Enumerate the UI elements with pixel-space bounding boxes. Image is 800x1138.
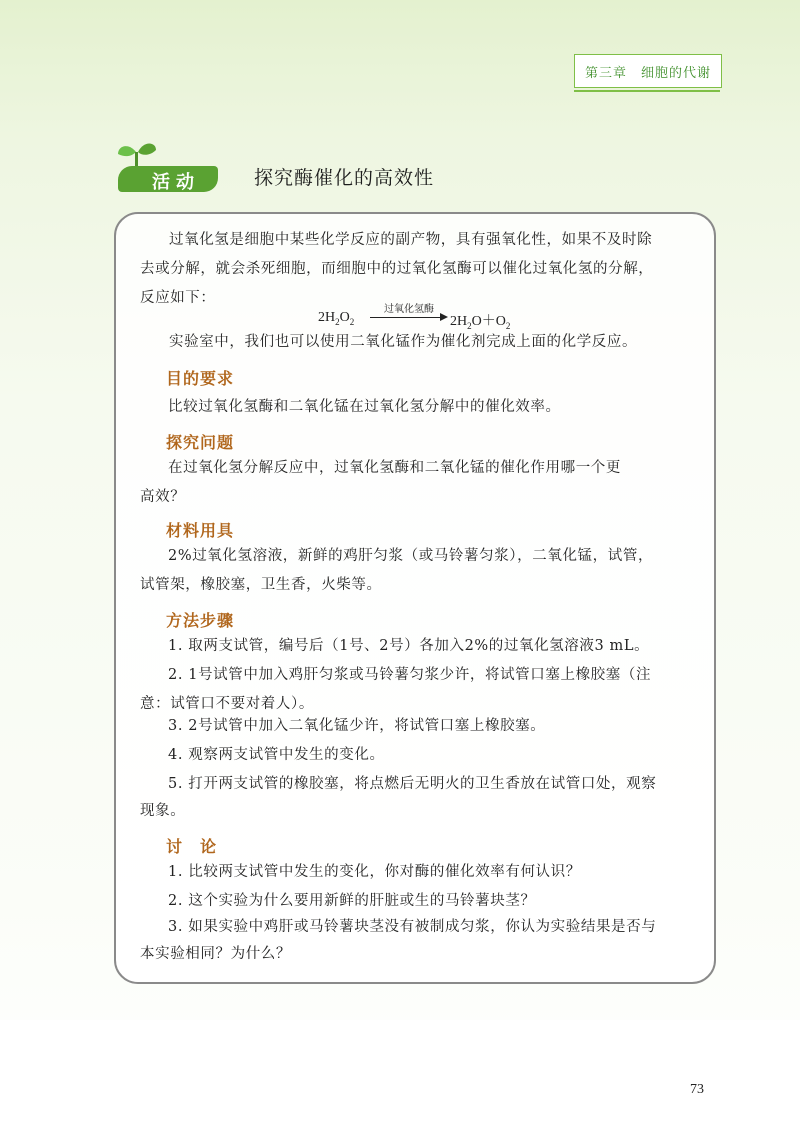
equation-catalyst: 过氧化氢酶: [384, 304, 434, 315]
page-bottom-area: [0, 1020, 800, 1138]
activity-label: 活动: [152, 172, 200, 193]
chapter-header-tab: [574, 54, 722, 88]
step-2-line-2: 意：试管口不要对着人）。: [140, 696, 314, 712]
chapter-header-rule: [574, 90, 720, 92]
step-3: 3. 2号试管中加入二氧化锰少许，将试管口塞上橡胶塞。: [168, 718, 546, 734]
purpose-text: 比较过氧化氢酶和二氧化锰在过氧化氢分解中的催化效率。: [168, 399, 561, 415]
question-text-2: 高效？: [140, 489, 186, 505]
page-number: 73: [690, 1082, 704, 1097]
materials-text-1: 2%过氧化氢溶液，新鲜的鸡肝匀浆（或马铃薯匀浆），二氧化锰，试管，: [168, 548, 654, 564]
intro-line-1: 过氧化氢是细胞中某些化学反应的副产物，具有强氧化性，如果不及时除: [169, 232, 653, 248]
reaction-arrow: [370, 300, 448, 315]
discussion-3-line-1: 3. 如果实验中鸡肝或马铃薯块茎没有被制成匀浆，你认为实验结果是否与: [168, 919, 657, 935]
activity-title: 探究酶催化的高效性: [254, 167, 435, 189]
equation-reactant: $2H_2O_2$: [318, 310, 355, 327]
intro-paragraph-2: 实验室中，我们也可以使用二氧化锰作为催化剂完成上面的化学反应。: [169, 334, 638, 350]
discussion-2: 2. 这个实验为什么要用新鲜的肝脏或生的马铃薯块茎？: [168, 893, 536, 909]
equation-product: $2H_2O+O_2$: [450, 314, 511, 331]
step-5-line-1: 5. 打开两支试管的橡胶塞，将点燃后无明火的卫生香放在试管口处，观察: [168, 776, 657, 792]
heading-discussion: 讨 论: [166, 837, 218, 856]
activity-badge: [118, 166, 218, 192]
intro-line-2: 去或分解，就会杀死细胞，而细胞中的过氧化氢酶可以催化过氧化氢的分解，: [140, 261, 654, 277]
step-1: 1. 取两支试管，编号后（1号、2号）各加入2%的过氧化氢溶液3 mL。: [168, 638, 650, 654]
intro-line-3: 反应如下：: [140, 290, 216, 306]
reaction-equation: [318, 300, 538, 330]
discussion-3-line-2: 本实验相同？为什么？: [140, 946, 291, 962]
discussion-1: 1. 比较两支试管中发生的变化，你对酶的催化效率有何认识？: [168, 864, 581, 880]
chapter-title: 第三章 细胞的代谢: [584, 66, 711, 81]
materials-text-2: 试管架，橡胶塞，卫生香，火柴等。: [140, 577, 382, 593]
question-text-1: 在过氧化氢分解反应中，过氧化氢酶和二氧化锰的催化作用哪一个更: [168, 460, 621, 476]
heading-steps: 方法步骤: [166, 611, 235, 630]
heading-question: 探究问题: [166, 433, 235, 452]
step-5-line-2: 现象。: [140, 803, 186, 819]
step-4: 4. 观察两支试管中发生的变化。: [168, 747, 385, 763]
heading-purpose: 目的要求: [166, 369, 235, 388]
step-2-line-1: 2. 1号试管中加入鸡肝匀浆或马铃薯匀浆少许，将试管口塞上橡胶塞（注: [168, 667, 652, 683]
heading-materials: 材料用具: [166, 521, 235, 540]
